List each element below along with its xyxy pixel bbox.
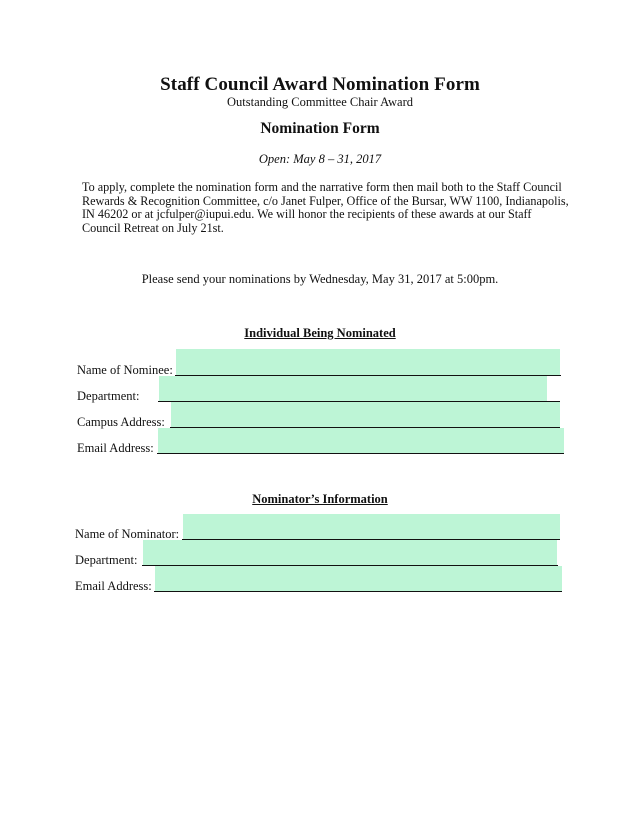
nominee-email-underline [157, 453, 564, 454]
nominator-email-underline [154, 591, 562, 592]
form-heading: Nomination Form [260, 120, 380, 137]
nominator-department-underline [142, 565, 558, 566]
deadline-note: Please send your nominations by Wednesday, May 31, 2017 at 5:00pm. [141, 272, 499, 286]
nominee-email-label: Email Address: [77, 441, 154, 455]
nominator-name-field[interactable] [183, 514, 560, 540]
nominee-campus-address-underline [170, 427, 560, 428]
nominee-department-field[interactable] [159, 376, 547, 401]
form-title: Staff Council Award Nomination Form [160, 74, 480, 95]
nominator-department-field[interactable] [143, 540, 557, 566]
instructions-paragraph: To apply, complete the nomination form and the narrative form then mail both to the Staff Council Rewards & Recognition Committee, c/o Janet Fulper, Office of the Bursar, WW 1100, Indianapolis, IN 46202 or at jcfulper@iupui.edu. We will honor the recipients of these awards at our Staff Council Retreat on July 21st. [82, 180, 569, 235]
nominee-campus-address-label: Campus Address: [77, 415, 165, 429]
nominee-name-label: Name of Nominee: [77, 363, 173, 377]
nominee-department-label: Department: [77, 389, 140, 403]
nominee-name-field[interactable] [176, 349, 560, 375]
nominee-campus-address-field[interactable] [171, 402, 560, 427]
nominee-email-field[interactable] [158, 428, 564, 454]
nominator-email-field[interactable] [155, 566, 562, 592]
nominator-name-label: Name of Nominator: [75, 527, 180, 541]
nominee-name-underline [175, 375, 561, 376]
nominator-section-title: Nominator’s Information [252, 492, 388, 506]
open-dates: Open: May 8 – 31, 2017 [258, 152, 382, 166]
nominator-name-underline [182, 539, 560, 540]
nominee-section-title: Individual Being Nominated [244, 326, 396, 340]
form-subtitle: Outstanding Committee Chair Award [227, 95, 413, 109]
nominator-department-label: Department: [75, 553, 138, 567]
nominator-email-label: Email Address: [75, 579, 152, 593]
nominee-department-underline [158, 401, 560, 402]
